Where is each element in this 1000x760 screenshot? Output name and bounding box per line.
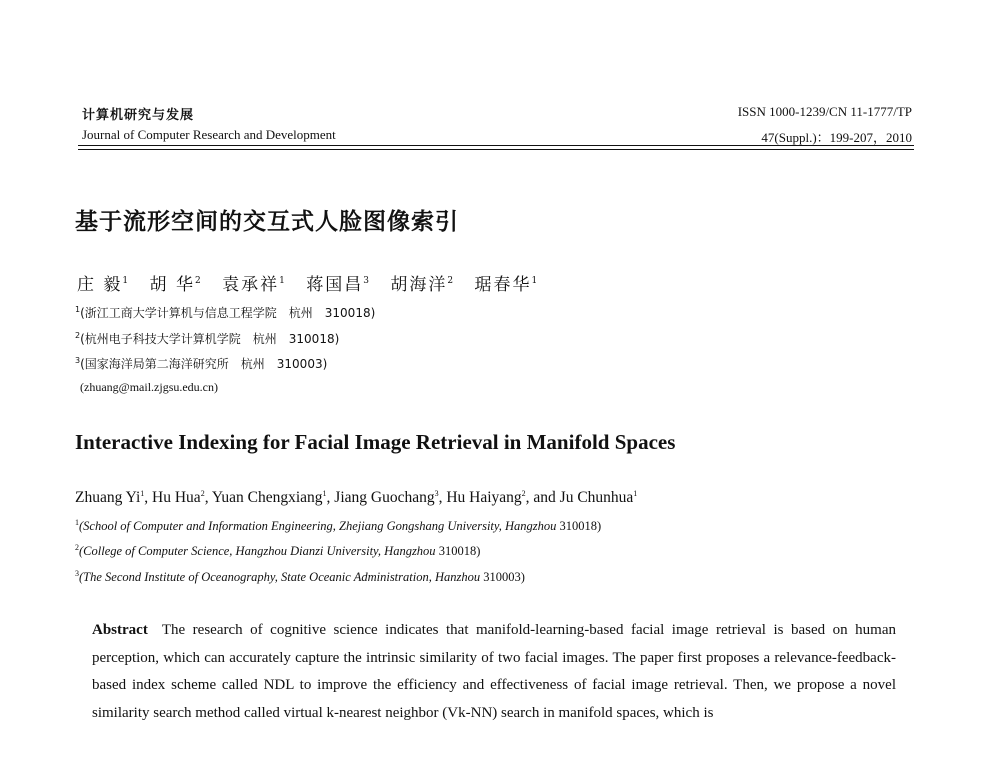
affiliation-cn-3: $^3$(国家海洋局第二海洋研究所 杭州 310003) <box>75 356 328 371</box>
title-en: Interactive Indexing for Facial Image Retrieval in Manifold Spaces <box>75 430 676 454</box>
author-cn-sup: 1 <box>279 276 285 287</box>
author-cn-sup: 3 <box>363 276 369 287</box>
author-en: Zhuang Yi <box>75 489 141 507</box>
authors-cn <box>77 270 551 295</box>
author-en: Ju Chunhua <box>559 489 634 507</box>
author-cn-sup: 1 <box>531 276 538 287</box>
abstract-text: The research of cognitive science indicates that manifold-learning-based facial image retrieval is based on human perception, which can accurately capture the intrinsic similarity of two facial images. The paper first proposes a relevance-feedback-based index scheme called NDL to improve the efficiency and effectiveness of facial image retrieval. Then, we propose a novel similarity search method called virtual k-nearest neighbor (Vk-NN) search in manifold spaces, which is <box>92 622 896 721</box>
affiliation-en-2: $^2$(College of Computer Science, Hangzhou Dianzi University, Hangzhou 310018) <box>75 543 481 559</box>
author-cn: 胡 华 <box>149 275 195 295</box>
author-email: (zhuang@mail.zjgsu.edu.cn) <box>80 380 219 394</box>
author-cn: 袁承祥 <box>222 275 280 295</box>
author-en: Hu Haiyang <box>446 489 522 507</box>
header-rule-thick <box>78 145 914 146</box>
author-cn: 庄 毅 <box>77 275 123 295</box>
volume-pages: 47(Suppl.)：199-207，2010 <box>761 130 912 145</box>
author-en: Yuan Chengxiang <box>211 489 323 507</box>
issn-line: ISSN 1000-1239/CN 11-1777/TP <box>737 104 912 119</box>
abstract-label: Abstract <box>92 622 148 638</box>
author-cn-sup: 2 <box>447 276 454 287</box>
journal-name-cn: 计算机研究与发展 <box>82 108 195 123</box>
author-cn: 胡海洋 <box>390 275 448 295</box>
author-en: Jiang Guochang <box>334 489 435 507</box>
author-cn-sup: 1 <box>122 276 129 287</box>
journal-name-en: Journal of Computer Research and Development <box>82 127 336 142</box>
author-cn-sup: 2 <box>194 276 201 287</box>
affiliation-en-1: $^1$(School of Computer and Information Engineering, Zhejiang Gongshang University, Hangzhou 310018) <box>75 518 602 534</box>
affiliation-en-3: $^3$(The Second Institute of Oceanography, State Oceanic Administration, Hanzhou 310003) <box>75 569 525 585</box>
author-en: Hu Hua <box>152 489 201 507</box>
affiliation-cn-1: $^1$(浙江工商大学计算机与信息工程学院 杭州 310018) <box>75 305 376 320</box>
author-cn: 蒋国昌 <box>306 275 364 295</box>
affiliation-cn-2: $^2$(杭州电子科技大学计算机学院 杭州 310018) <box>75 331 340 346</box>
title-cn: 基于流形空间的交互式人脸图像索引 <box>75 209 459 235</box>
author-cn: 琚春华 <box>474 275 532 295</box>
authors-en: Zhuang Yi$^1$, Hu Hua$^2$, Yuan Chengxiang$^1$, Jiang Guochang$^3$, Hu Haiyang$^2$, and Ju Chunhua$^1$ <box>75 489 638 507</box>
abstract <box>92 617 896 727</box>
header-rule-thin <box>78 149 914 150</box>
